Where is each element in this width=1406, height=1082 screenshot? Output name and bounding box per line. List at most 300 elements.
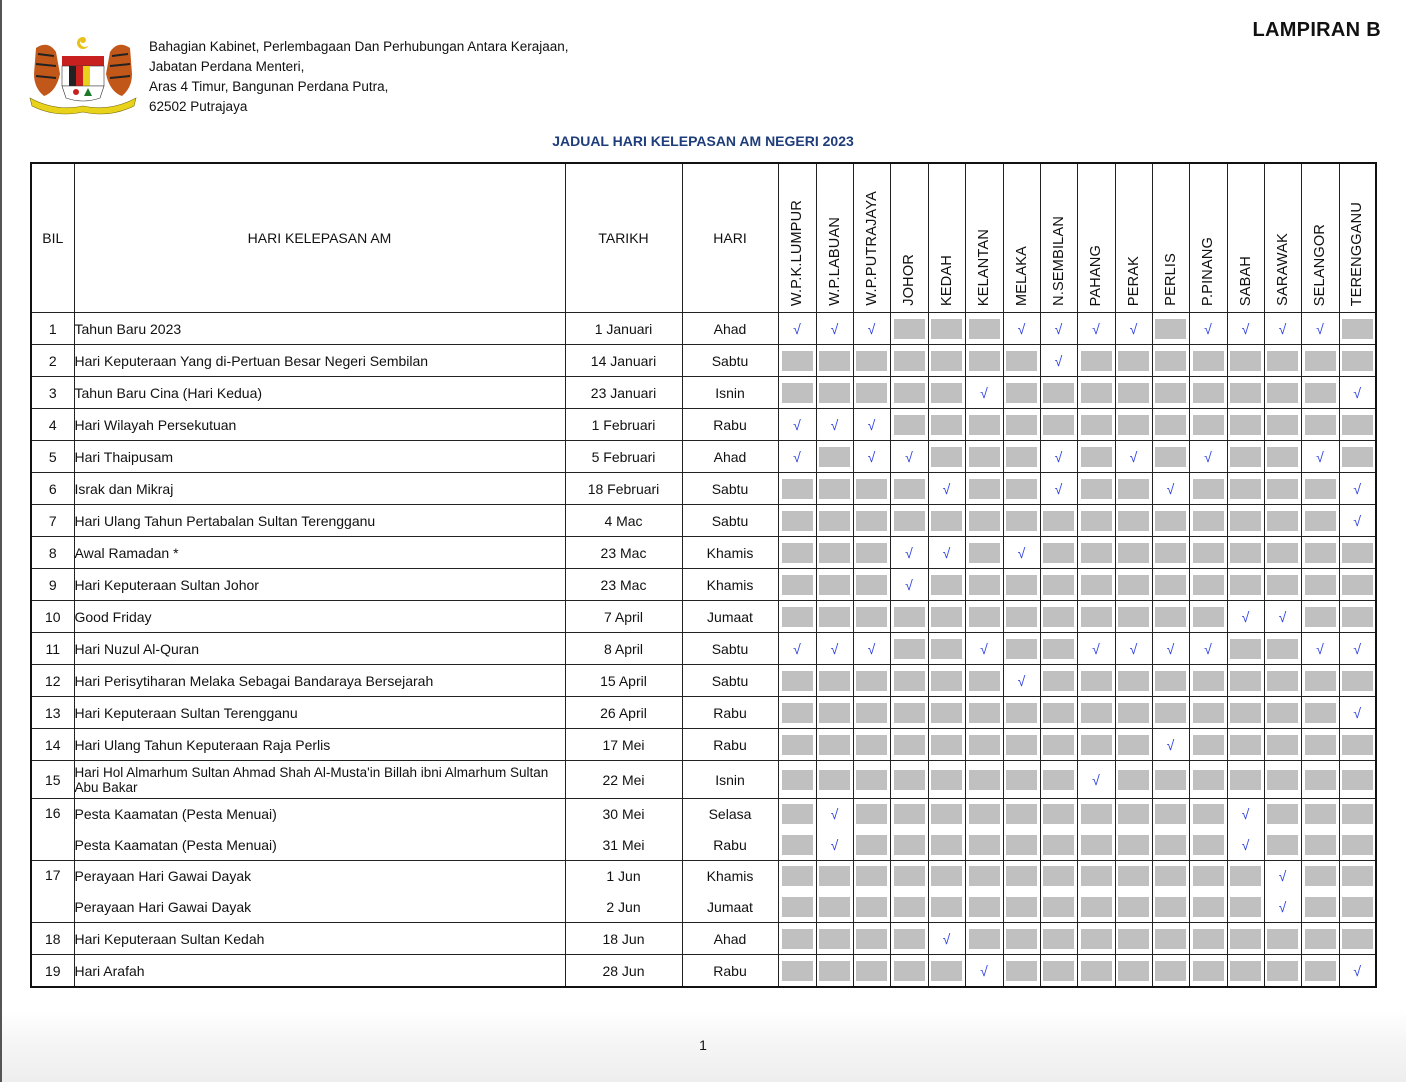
- not-applicable-box: [891, 410, 928, 439]
- not-applicable-box: [891, 765, 928, 794]
- holiday-day: Rabu: [682, 697, 778, 729]
- state-cell: [1339, 861, 1376, 923]
- not-applicable-box: [1302, 666, 1339, 695]
- not-applicable-box: [779, 800, 816, 829]
- check-mark: √: [830, 320, 839, 337]
- grey-fill: [931, 804, 962, 824]
- not-applicable-box: [1116, 862, 1152, 891]
- grey-fill: [1155, 543, 1186, 563]
- not-applicable-box: [1004, 410, 1040, 439]
- not-applicable-box: [1228, 474, 1264, 503]
- grey-fill: [819, 351, 850, 371]
- holiday-date: 18 Jun: [565, 923, 682, 955]
- check-mark-icon: [1116, 634, 1152, 663]
- state-cell: [1040, 537, 1077, 569]
- grey-fill: [1193, 543, 1224, 563]
- not-applicable-box: [1340, 666, 1376, 695]
- grey-fill: [782, 929, 813, 949]
- not-applicable-box: [1116, 924, 1152, 953]
- grey-fill: [1043, 735, 1074, 755]
- not-applicable-box: [854, 765, 890, 794]
- not-applicable-box: [966, 765, 1003, 794]
- state-cell: [965, 345, 1003, 377]
- grey-fill: [856, 383, 887, 403]
- not-applicable-box: [779, 862, 816, 891]
- holiday-day: Rabu: [713, 836, 747, 853]
- holiday-day: Khamis: [682, 569, 778, 601]
- state-cell: [928, 955, 965, 988]
- grey-fill: [819, 511, 850, 531]
- grey-fill: [1081, 415, 1112, 435]
- state-cell: [853, 377, 890, 409]
- not-applicable-box: [1041, 506, 1077, 535]
- not-applicable-box: [929, 666, 965, 695]
- state-cell: [1077, 441, 1115, 473]
- state-cell: [778, 377, 816, 409]
- check-mark: √: [1241, 836, 1250, 853]
- state-cell: [1264, 441, 1301, 473]
- grey-fill: [856, 703, 887, 723]
- grey-fill: [819, 866, 850, 886]
- grey-fill: [1155, 897, 1186, 917]
- holiday-name: Pesta Kaamatan (Pesta Menuai): [74, 836, 277, 853]
- state-cell: [928, 861, 965, 923]
- state-cell: [965, 569, 1003, 601]
- state-cell: [1339, 923, 1376, 955]
- grey-fill: [1267, 415, 1298, 435]
- grey-fill: [1118, 415, 1149, 435]
- not-applicable-box: [1302, 956, 1339, 985]
- state-cell: [1189, 569, 1227, 601]
- row-number: 14: [31, 729, 74, 761]
- not-applicable-box: [1116, 410, 1152, 439]
- not-applicable-box: [1302, 474, 1339, 503]
- not-applicable-box: [929, 698, 965, 727]
- column-header-state: [1115, 163, 1152, 313]
- grey-fill: [1230, 479, 1261, 499]
- holiday-date-group: [565, 861, 682, 923]
- not-applicable-box: [854, 956, 890, 985]
- grey-fill: [1155, 511, 1186, 531]
- address-line: Jabatan Perdana Menteri,: [149, 59, 305, 74]
- state-cell: [1040, 377, 1077, 409]
- state-cell: [1264, 761, 1301, 799]
- not-applicable-box: [1004, 346, 1040, 375]
- state-cell: [1152, 665, 1189, 697]
- state-cell: [1077, 313, 1115, 345]
- not-applicable-box: [1340, 346, 1376, 375]
- not-applicable-box: [929, 956, 965, 985]
- state-cell: [1189, 409, 1227, 441]
- state-cell: [816, 799, 853, 861]
- grey-fill: [1305, 929, 1336, 949]
- grey-fill: [1043, 575, 1074, 595]
- not-applicable-box: [1340, 442, 1376, 471]
- state-cell: [1301, 761, 1339, 799]
- grey-fill: [894, 735, 925, 755]
- grey-fill: [1193, 479, 1224, 499]
- holiday-table: [30, 162, 1377, 988]
- check-mark: √: [1204, 640, 1212, 657]
- grey-fill: [856, 866, 887, 886]
- state-cell: [965, 729, 1003, 761]
- state-cell: [1301, 441, 1339, 473]
- not-applicable-box: [1265, 346, 1301, 375]
- grey-fill: [969, 319, 1000, 339]
- grey-fill: [931, 703, 962, 723]
- grey-fill: [856, 671, 887, 691]
- state-cell: [1003, 441, 1040, 473]
- grey-fill: [1342, 575, 1373, 595]
- state-cell: [928, 313, 965, 345]
- not-applicable-box: [1041, 634, 1077, 663]
- holiday-name-group: [74, 861, 565, 923]
- table-row: [31, 569, 1376, 601]
- holiday-day: Sabtu: [682, 505, 778, 537]
- state-cell: [928, 799, 965, 861]
- not-applicable-box: [1190, 346, 1227, 375]
- not-applicable-box: [929, 862, 965, 891]
- state-cell: [1040, 665, 1077, 697]
- holiday-name: Hari Keputeraan Sultan Kedah: [74, 923, 565, 955]
- grey-fill: [1267, 543, 1298, 563]
- not-applicable-box: [1116, 956, 1152, 985]
- not-applicable-box: [1041, 730, 1077, 759]
- state-cell: [890, 569, 928, 601]
- state-cell: [1301, 377, 1339, 409]
- check-mark-icon: [1228, 830, 1264, 859]
- grey-fill: [1081, 961, 1112, 981]
- table-row: [31, 633, 1376, 665]
- state-cell: [1077, 729, 1115, 761]
- grey-fill: [1081, 351, 1112, 371]
- not-applicable-box: [1228, 634, 1264, 663]
- check-mark-icon: [1078, 765, 1115, 794]
- row-number: 4: [31, 409, 74, 441]
- not-applicable-box: [1302, 410, 1339, 439]
- holiday-day: Jumaat: [707, 898, 753, 915]
- not-applicable-box: [817, 666, 853, 695]
- grey-fill: [1193, 897, 1224, 917]
- not-applicable-box: [1340, 410, 1376, 439]
- state-cell: [965, 799, 1003, 861]
- not-applicable-box: [929, 765, 965, 794]
- grey-fill: [894, 415, 925, 435]
- grey-fill: [1118, 671, 1149, 691]
- check-mark-icon: [817, 314, 853, 343]
- state-cell: [1264, 569, 1301, 601]
- holiday-date: 26 April: [565, 697, 682, 729]
- state-cell: [1003, 665, 1040, 697]
- check-mark-icon: [854, 634, 890, 663]
- grey-fill: [1193, 703, 1224, 723]
- holiday-date: 17 Mei: [565, 729, 682, 761]
- grey-fill: [1118, 735, 1149, 755]
- state-cell: [816, 377, 853, 409]
- check-mark: √: [1054, 320, 1063, 337]
- not-applicable-box: [779, 956, 816, 985]
- state-cell: [1339, 505, 1376, 537]
- state-label: N.SEMBILAN: [1050, 216, 1067, 306]
- not-applicable-box: [1265, 924, 1301, 953]
- state-cell: [1152, 861, 1189, 923]
- state-cell: [1264, 409, 1301, 441]
- table-row: [31, 377, 1376, 409]
- state-cell: [1301, 473, 1339, 505]
- state-cell: [1003, 761, 1040, 799]
- grey-fill: [819, 447, 850, 467]
- grey-fill: [1081, 735, 1112, 755]
- not-applicable-box: [929, 634, 965, 663]
- check-mark: √: [1316, 448, 1324, 465]
- holiday-name: Hari Hol Almarhum Sultan Ahmad Shah Al-Musta'in Billah ibni Almarhum Sultan Abu Bakar: [74, 761, 565, 799]
- not-applicable-box: [1265, 800, 1301, 829]
- column-header-date: TARIKH: [565, 163, 682, 313]
- not-applicable-box: [891, 346, 928, 375]
- state-cell: [890, 861, 928, 923]
- grey-fill: [894, 319, 925, 339]
- grey-fill: [1006, 607, 1037, 627]
- state-cell: [1115, 633, 1152, 665]
- grey-fill: [1230, 929, 1261, 949]
- state-cell: [1189, 473, 1227, 505]
- grey-fill: [1118, 804, 1149, 824]
- state-cell: [1339, 955, 1376, 988]
- grey-fill: [969, 835, 1000, 855]
- not-applicable-box: [891, 602, 928, 631]
- table-row: [31, 761, 1376, 799]
- state-cell: [1115, 761, 1152, 799]
- grey-fill: [931, 639, 962, 659]
- grey-fill: [782, 866, 813, 886]
- state-cell: [816, 665, 853, 697]
- state-cell: [890, 377, 928, 409]
- grey-fill: [1043, 835, 1074, 855]
- not-applicable-box: [817, 602, 853, 631]
- state-cell: [816, 345, 853, 377]
- grey-fill: [1006, 866, 1037, 886]
- state-cell: [1003, 799, 1040, 861]
- not-applicable-box: [1302, 378, 1339, 407]
- not-applicable-box: [929, 442, 965, 471]
- check-mark-icon: [1190, 314, 1227, 343]
- grey-fill: [1006, 770, 1037, 790]
- check-mark: √: [793, 640, 801, 657]
- grey-fill: [819, 961, 850, 981]
- state-cell: [1003, 601, 1040, 633]
- state-cell: [778, 761, 816, 799]
- not-applicable-box: [1265, 830, 1301, 859]
- holiday-date: 1 Jun: [606, 868, 641, 885]
- not-applicable-box: [1340, 730, 1376, 759]
- state-label: JOHOR: [901, 254, 917, 306]
- state-cell: [928, 633, 965, 665]
- holiday-date: 18 Februari: [565, 473, 682, 505]
- grey-fill: [1118, 351, 1149, 371]
- not-applicable-box: [1265, 442, 1301, 471]
- state-cell: [1152, 601, 1189, 633]
- grey-fill: [819, 543, 850, 563]
- holiday-date: 1 Februari: [565, 409, 682, 441]
- not-applicable-box: [1340, 765, 1376, 794]
- state-cell: [1227, 345, 1264, 377]
- grey-fill: [1155, 703, 1186, 723]
- not-applicable-box: [1153, 924, 1189, 953]
- not-applicable-box: [779, 730, 816, 759]
- not-applicable-box: [1116, 730, 1152, 759]
- holiday-day: Selasa: [708, 806, 752, 823]
- not-applicable-box: [1078, 892, 1115, 921]
- holiday-date: 8 April: [565, 633, 682, 665]
- grey-fill: [1118, 835, 1149, 855]
- state-cell: [1152, 537, 1189, 569]
- row-number: 19: [31, 955, 74, 988]
- state-label: PAHANG: [1088, 244, 1104, 306]
- state-cell: [1077, 697, 1115, 729]
- state-cell: [1115, 345, 1152, 377]
- not-applicable-box: [854, 892, 890, 921]
- grey-fill: [1118, 479, 1149, 499]
- check-mark: √: [1054, 448, 1063, 465]
- not-applicable-box: [1078, 830, 1115, 859]
- check-mark-icon: [779, 410, 816, 439]
- state-cell: [816, 861, 853, 923]
- check-mark: √: [1054, 352, 1063, 369]
- not-applicable-box: [1265, 410, 1301, 439]
- state-cell: [1264, 505, 1301, 537]
- state-cell: [1077, 601, 1115, 633]
- state-label: MELAKA: [1013, 245, 1030, 306]
- state-cell: [1077, 665, 1115, 697]
- grey-fill: [931, 735, 962, 755]
- grey-fill: [856, 735, 887, 755]
- state-cell: [1339, 729, 1376, 761]
- not-applicable-box: [1340, 602, 1376, 631]
- state-cell: [928, 409, 965, 441]
- grey-fill: [1193, 415, 1224, 435]
- state-cell: [1264, 473, 1301, 505]
- holiday-day: Sabtu: [682, 633, 778, 665]
- not-applicable-box: [1153, 956, 1189, 985]
- grey-fill: [1118, 575, 1149, 595]
- grey-fill: [856, 607, 887, 627]
- not-applicable-box: [1340, 538, 1376, 567]
- state-cell: [1264, 633, 1301, 665]
- state-cell: [1264, 697, 1301, 729]
- check-mark-icon: [779, 314, 816, 343]
- grey-fill: [1081, 703, 1112, 723]
- check-mark: √: [1278, 868, 1287, 885]
- grey-fill: [1193, 835, 1224, 855]
- not-applicable-box: [891, 830, 928, 859]
- not-applicable-box: [1116, 765, 1152, 794]
- holiday-date: 23 Mac: [565, 569, 682, 601]
- column-header-state: [1040, 163, 1077, 313]
- not-applicable-box: [817, 378, 853, 407]
- check-mark: √: [830, 836, 839, 853]
- state-cell: [1339, 473, 1376, 505]
- state-label: W.P.K.LUMPUR: [789, 199, 805, 306]
- state-cell: [1077, 633, 1115, 665]
- holiday-date: 23 Januari: [565, 377, 682, 409]
- row-number: 1: [31, 313, 74, 345]
- grey-fill: [1342, 897, 1373, 917]
- check-mark: √: [1316, 320, 1324, 337]
- grey-fill: [931, 383, 962, 403]
- check-mark-icon: [966, 634, 1003, 663]
- holiday-name: Hari Perisytiharan Melaka Sebagai Bandaraya Bersejarah: [74, 665, 565, 697]
- state-cell: [1003, 955, 1040, 988]
- not-applicable-box: [1228, 892, 1264, 921]
- state-cell: [816, 409, 853, 441]
- state-cell: [1152, 345, 1189, 377]
- state-cell: [1115, 313, 1152, 345]
- grey-fill: [894, 866, 925, 886]
- state-cell: [1264, 799, 1301, 861]
- not-applicable-box: [1116, 346, 1152, 375]
- state-cell: [890, 441, 928, 473]
- not-applicable-box: [891, 956, 928, 985]
- grey-fill: [1118, 866, 1149, 886]
- not-applicable-box: [1153, 378, 1189, 407]
- grey-fill: [1006, 511, 1037, 531]
- grey-fill: [1006, 479, 1037, 499]
- not-applicable-box: [817, 698, 853, 727]
- not-applicable-box: [779, 506, 816, 535]
- not-applicable-box: [1228, 765, 1264, 794]
- not-applicable-box: [966, 314, 1003, 343]
- grey-fill: [931, 671, 962, 691]
- state-cell: [1115, 729, 1152, 761]
- state-cell: [1077, 761, 1115, 799]
- state-cell: [928, 761, 965, 799]
- check-mark: √: [1241, 608, 1250, 625]
- not-applicable-box: [1190, 765, 1227, 794]
- state-cell: [1227, 861, 1264, 923]
- document-title: JADUAL HARI KELEPASAN AM NEGERI 2023: [552, 133, 854, 149]
- grey-fill: [1230, 543, 1261, 563]
- table-row: [31, 697, 1376, 729]
- grey-fill: [819, 770, 850, 790]
- not-applicable-box: [929, 378, 965, 407]
- grey-fill: [969, 607, 1000, 627]
- grey-fill: [1081, 897, 1112, 917]
- state-label: TERENGGANU: [1349, 201, 1366, 306]
- not-applicable-box: [891, 314, 928, 343]
- not-applicable-box: [1041, 570, 1077, 599]
- grey-fill: [931, 575, 962, 595]
- state-cell: [1040, 441, 1077, 473]
- not-applicable-box: [966, 730, 1003, 759]
- check-mark-icon: [1041, 474, 1077, 503]
- grey-fill: [1006, 735, 1037, 755]
- not-applicable-box: [1078, 346, 1115, 375]
- state-cell: [965, 761, 1003, 799]
- state-cell: [1227, 923, 1264, 955]
- grey-fill: [1006, 639, 1037, 659]
- state-cell: [1301, 601, 1339, 633]
- state-cell: [1189, 697, 1227, 729]
- grey-fill: [1006, 961, 1037, 981]
- grey-fill: [1118, 703, 1149, 723]
- state-label: PERLIS: [1162, 253, 1179, 306]
- column-header-state: [1227, 163, 1264, 313]
- state-cell: [890, 505, 928, 537]
- state-cell: [965, 441, 1003, 473]
- check-mark: √: [942, 930, 951, 947]
- not-applicable-box: [929, 830, 965, 859]
- state-cell: [778, 665, 816, 697]
